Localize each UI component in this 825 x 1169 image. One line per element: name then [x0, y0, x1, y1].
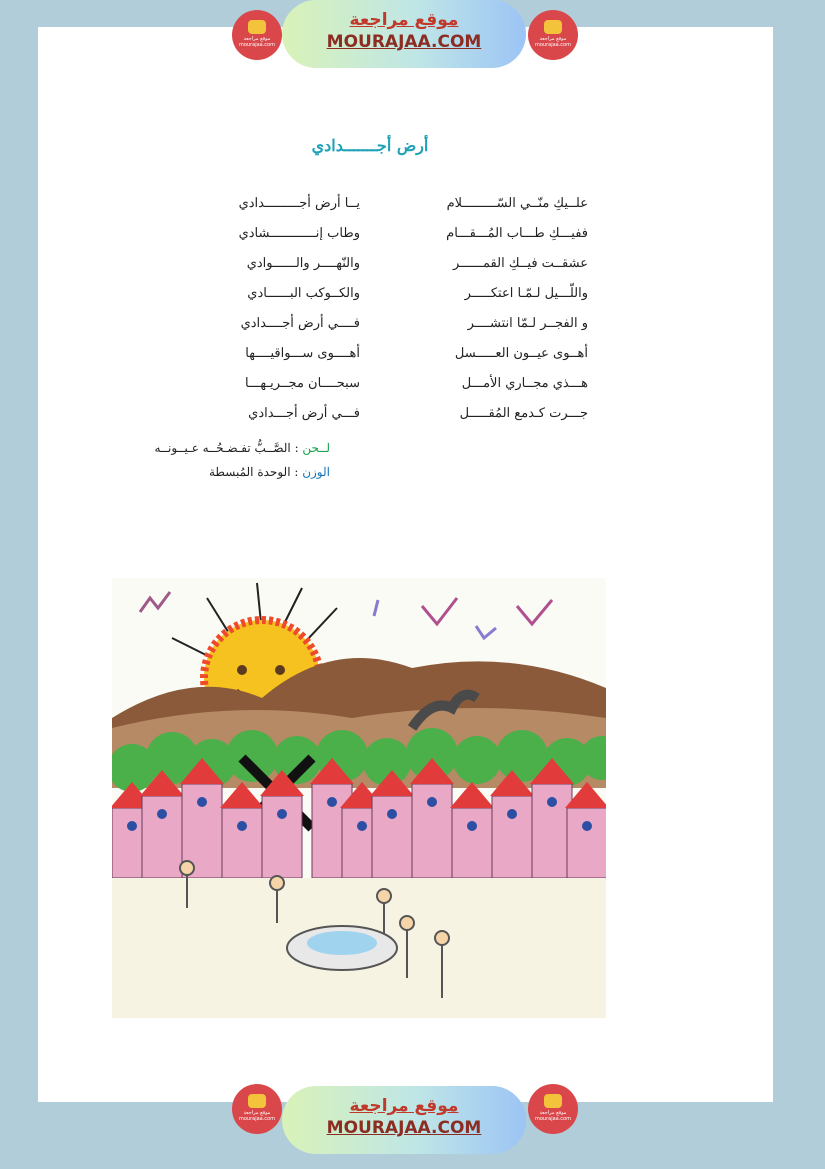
- site-name-en[interactable]: MOURAJAA.COM: [326, 1118, 482, 1138]
- drawing-window: [127, 821, 137, 831]
- poem-verse: [160, 406, 600, 428]
- drawing-house: [372, 796, 412, 878]
- verse-first-half: هـــذي مجــاري الأمـــل: [461, 376, 588, 391]
- meter-value: الوحدة المُبسطة: [208, 465, 291, 479]
- logo-icon: [544, 20, 562, 34]
- site-name-ar[interactable]: موقع مراجعة: [349, 1096, 459, 1116]
- poem-verse: [160, 316, 600, 338]
- site-banner-top[interactable]: [282, 0, 526, 68]
- logo-icon: [248, 20, 266, 34]
- verse-first-half: جـــرت كـدمع المُقـــــل: [459, 406, 588, 421]
- poem-verse: [160, 256, 600, 278]
- drawing-window: [197, 797, 207, 807]
- drawing-window: [237, 821, 247, 831]
- melody-value: الصَّــبُّ تفـضـحُــه عـيــونــه: [154, 441, 291, 455]
- verse-first-half: و الفجــر لـمّا انتشــــر: [467, 316, 588, 331]
- drawing-house: [567, 808, 606, 878]
- drawing-window: [467, 821, 477, 831]
- site-logo-left-bottom[interactable]: موقع مراجعة mourajaa.com: [232, 1084, 282, 1134]
- verse-first-half: أهــوى عيــون العـــــسل: [454, 346, 588, 361]
- melody-label: لــحن: [302, 441, 330, 455]
- site-logo-right-bottom[interactable]: موقع مراجعة mourajaa.com: [528, 1084, 578, 1134]
- poem-verse: [160, 196, 600, 218]
- meter-label: الوزن: [302, 465, 330, 479]
- poem-title: أرض أجـــــــدادي: [311, 136, 429, 155]
- site-name-en[interactable]: MOURAJAA.COM: [326, 32, 482, 52]
- verse-second-half: فـــي أرض أجـــدادي: [248, 406, 360, 421]
- drawing-house: [142, 796, 182, 878]
- logo-icon: [544, 1094, 562, 1108]
- drawing-window: [357, 821, 367, 831]
- verse-first-half: علــيكِ منّــي السّـــــــــلام: [446, 196, 588, 211]
- drawing-house: [222, 808, 262, 878]
- drawing-window: [277, 809, 287, 819]
- drawing-window: [387, 809, 397, 819]
- drawing-window: [327, 797, 337, 807]
- verse-second-half: يــا أرض أجـــــــــدادي: [238, 196, 360, 211]
- drawing-window: [547, 797, 557, 807]
- logo-icon: [248, 1094, 266, 1108]
- drawing-window: [582, 821, 592, 831]
- site-banner-bottom[interactable]: [282, 1086, 526, 1154]
- verse-second-half: والنّهــــر والــــــوادي: [246, 256, 360, 271]
- site-logo-right-top[interactable]: موقع مراجعة mourajaa.com: [528, 10, 578, 60]
- verse-second-half: سبحــــان مجــريـهـــا: [244, 376, 360, 391]
- drawing-house: [492, 796, 532, 878]
- poem-verse: [160, 376, 600, 398]
- verse-first-half: واللّـــيل لـمّـا اعتكـــــر: [464, 286, 588, 301]
- verse-second-half: وطاب إنــــــــــــشادي: [238, 226, 360, 241]
- poem-verse: [160, 346, 600, 368]
- drawing-house: [452, 808, 492, 878]
- verse-second-half: فــــي أرض أجــــدادي: [240, 316, 360, 331]
- site-name-ar[interactable]: موقع مراجعة: [349, 10, 459, 30]
- verse-first-half: عشقــت فيــكِ القمــــــر: [453, 256, 588, 271]
- verse-second-half: أهــــوى ســـواقيــــها: [245, 346, 360, 361]
- poem-verse: [160, 226, 600, 248]
- drawing-window: [507, 809, 517, 819]
- verse-second-half: والكــوكب البــــــادي: [247, 286, 360, 301]
- verse-first-half: ففيـــكِ طـــاب المُـــقـــام: [446, 226, 588, 241]
- drawing-window: [157, 809, 167, 819]
- village-drawing: [112, 578, 606, 1018]
- drawing-window: [427, 797, 437, 807]
- drawing-house: [262, 796, 302, 878]
- site-logo-left-top[interactable]: موقع مراجعة mourajaa.com: [232, 10, 282, 60]
- poem-meter: الوزن : الوحدة المُبسطة: [208, 465, 330, 479]
- poem-verse: [160, 286, 600, 308]
- poem-melody: لــحن : الصَّــبُّ تفـضـحُــه عـيــونــه: [154, 441, 330, 455]
